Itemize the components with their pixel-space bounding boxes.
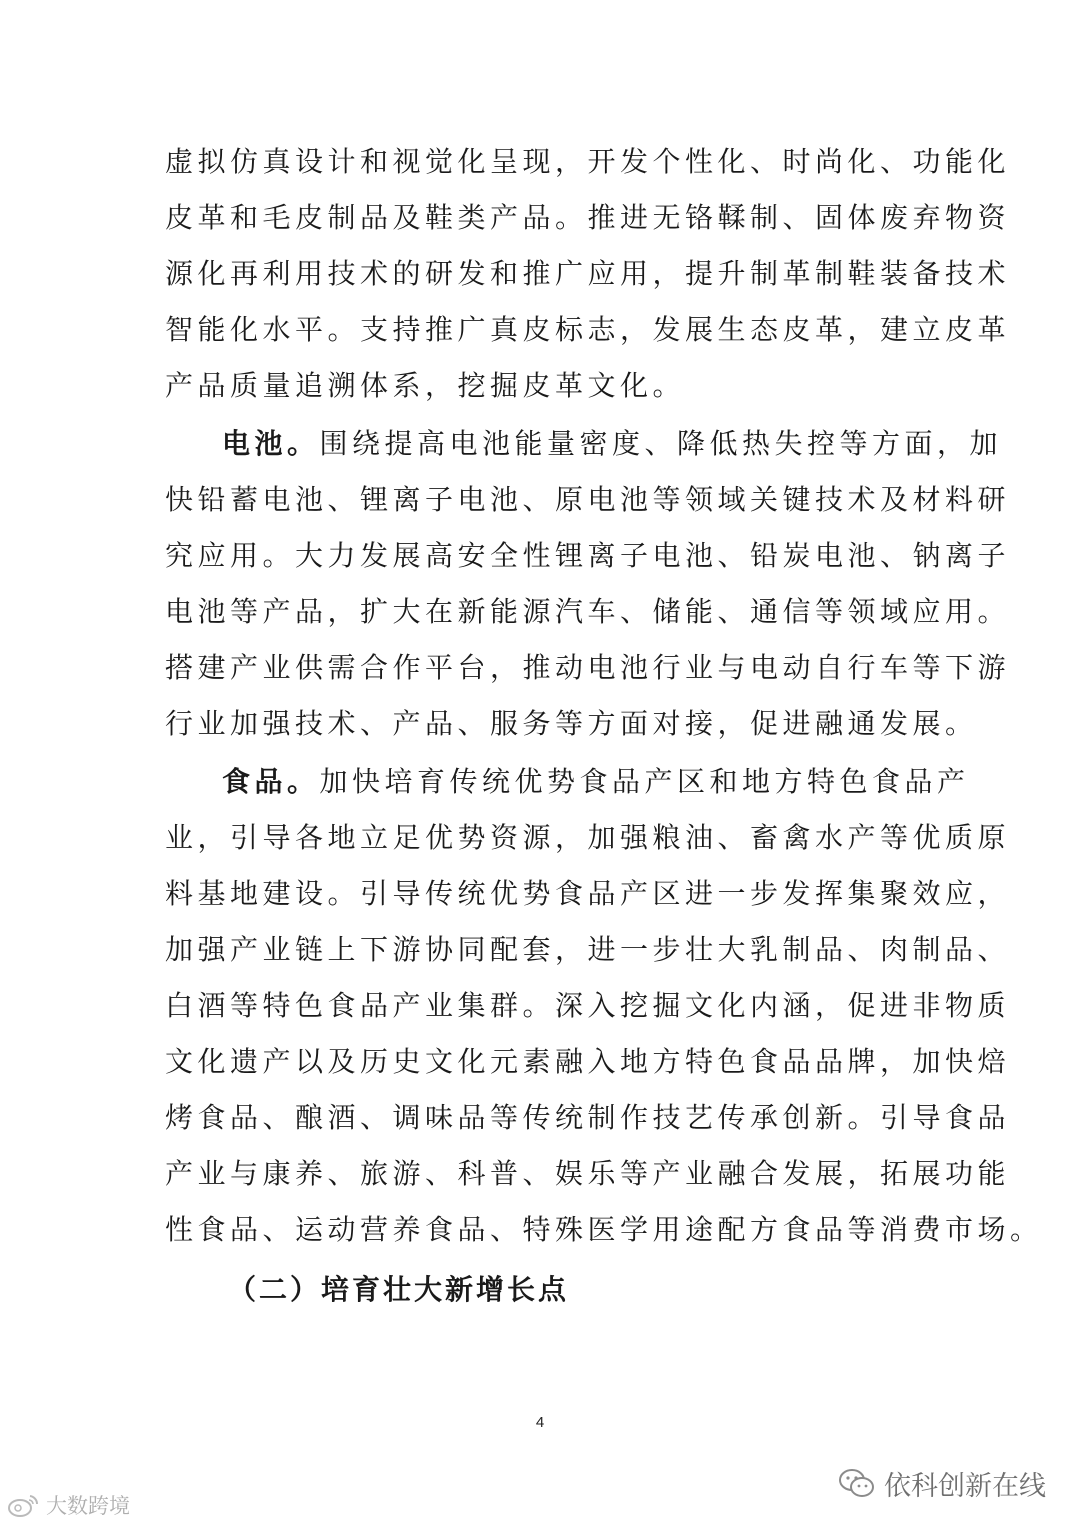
body-line: 产品质量追溯体系，挖掘皮革文化。	[165, 369, 686, 402]
wechat-watermark	[838, 1464, 1046, 1503]
food-paragraph-first-line	[222, 762, 970, 802]
body-line: 加强产业链上下游协同配套，进一步壮大乳制品、肉制品、	[165, 933, 1011, 966]
battery-paragraph-first-line	[222, 424, 1002, 464]
body-line: 行业加强技术、产品、服务等方面对接，促进融通发展。	[165, 707, 978, 740]
body-line: 料基地建设。引导传统优势食品产区进一步发挥集聚效应，	[165, 877, 1011, 910]
weibo-account-name: 大数跨境	[46, 1494, 130, 1518]
body-line: 文化遗产以及历史文化元素融入地方特色食品品牌，加快焙	[165, 1045, 1011, 1078]
body-text: 围绕提高电池能量密度、降低热失控等方面，加	[319, 427, 1003, 460]
body-line: 智能化水平。支持推广真皮标志，发展生态皮革，建立皮革	[165, 313, 1011, 346]
wechat-account-name: 依科创新在线	[884, 1471, 1046, 1502]
body-line: 皮革和毛皮制品及鞋类产品。推进无铬鞣制、固体废弃物资	[165, 201, 1011, 234]
body-line: 搭建产业供需合作平台，推动电池行业与电动自行车等下游	[165, 651, 1011, 684]
section-heading: （二）培育壮大新增长点	[228, 1273, 570, 1306]
body-line: 究应用。大力发展高安全性锂离子电池、铅炭电池、钠离子	[165, 539, 1011, 572]
wechat-icon	[838, 1468, 876, 1500]
body-line: 烤食品、酿酒、调味品等传统制作技艺传承创新。引导食品	[165, 1101, 1011, 1134]
body-line: 业，引导各地立足优势资源，加强粮油、畜禽水产等优质原	[165, 821, 1011, 854]
body-line: 白酒等特色食品产业集群。深入挖掘文化内涵，促进非物质	[165, 989, 1011, 1022]
body-text: 加快培育传统优势食品产区和地方特色食品产	[319, 765, 970, 798]
weibo-watermark	[6, 1490, 130, 1520]
body-line: 产业与康养、旅游、科普、娱乐等产业融合发展，拓展功能	[165, 1157, 1011, 1190]
paragraph-lead-battery: 电池。	[222, 427, 320, 460]
paragraph-lead-food: 食品。	[222, 765, 320, 798]
page-number: 4	[535, 1414, 545, 1431]
body-line: 快铅蓄电池、锂离子电池、原电池等领域关键技术及材料研	[165, 483, 1011, 516]
weibo-icon	[6, 1492, 40, 1518]
body-line: 源化再利用技术的研发和推广应用，提升制革制鞋装备技术	[165, 257, 1011, 290]
body-line: 性食品、运动营养食品、特殊医学用途配方食品等消费市场。	[165, 1213, 1043, 1246]
body-line: 电池等产品，扩大在新能源汽车、储能、通信等领域应用。	[165, 595, 1011, 628]
body-line: 虚拟仿真设计和视觉化呈现，开发个性化、时尚化、功能化	[165, 145, 1011, 178]
